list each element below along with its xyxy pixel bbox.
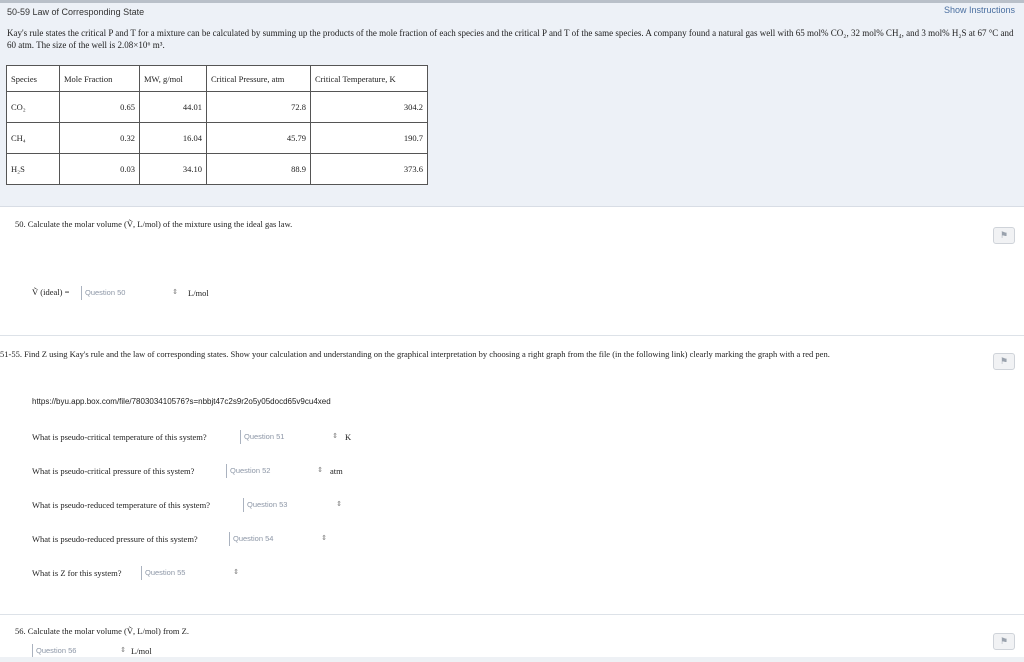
question-51-input[interactable] (240, 430, 340, 444)
section-divider (0, 335, 1024, 336)
table-cell: CH₄ (7, 123, 60, 154)
flag-icon[interactable]: ⚑ (993, 227, 1015, 244)
question-50-input[interactable] (81, 286, 180, 300)
question-52-input[interactable] (226, 464, 325, 478)
table-cell: 0.65 (60, 92, 140, 123)
question-51-55-prompt: 51-55. Find Z using Kay's rule and the law of corresponding states. Show your calculation and understanding on the graphical interpretation by choosing a right graph from the file (in the following link) clearly marking the graph with a red pen. (0, 349, 830, 359)
question-55-label: What is Z for this system? (32, 568, 122, 578)
question-54-input[interactable] (229, 532, 329, 546)
table-row (7, 123, 428, 154)
table-cell: 190.7 (311, 123, 428, 154)
table-cell: 45.79 (207, 123, 311, 154)
question-50-placeholder: Question 50 (85, 288, 126, 297)
problem-description: Kay's rule states the critical P and T for a mixture can be calculated by summing up the products of the mole fraction of each species and the critical P and T of the same species. A company found a natural gas well with 65 mol% CO₂, 32 mol% CH₄, and 3 mol% H₂S at 67 °C and 60 atm. The size of the well is 2.08×10⁶ m³. (7, 28, 1014, 50)
question-53-label: What is pseudo-reduced temperature of this system? (32, 500, 210, 510)
spinner-icon[interactable]: ⇕ (332, 433, 338, 440)
question-51-label: What is pseudo-critical temperature of this system? (32, 432, 207, 442)
question-52-label: What is pseudo-critical pressure of this system? (32, 466, 195, 476)
table-cell: 34.10 (140, 154, 207, 185)
flag-icon[interactable]: ⚑ (993, 633, 1015, 650)
column-header: Critical Pressure, atm (207, 66, 311, 92)
question-54-label: What is pseudo-reduced pressure of this system? (32, 534, 198, 544)
question-55-placeholder: Question 55 (145, 568, 186, 577)
table-cell: CO₂ (7, 92, 60, 123)
table-cell: 304.2 (311, 92, 428, 123)
question-50-prompt: 50. Calculate the molar volume (Ṽ, L/mol) of the mixture using the ideal gas law. (15, 219, 293, 229)
question-56-prompt: 56. Calculate the molar volume (Ṽ, L/mol) from Z. (15, 626, 189, 636)
spinner-icon[interactable]: ⇕ (317, 467, 323, 474)
table-cell: 72.8 (207, 92, 311, 123)
table-row (7, 154, 428, 185)
question-56-input[interactable] (32, 644, 128, 658)
spinner-icon[interactable]: ⇕ (120, 647, 126, 654)
question-54-placeholder: Question 54 (233, 534, 274, 543)
table-cell: 44.01 (140, 92, 207, 123)
question-51-placeholder: Question 51 (244, 432, 285, 441)
section-divider (0, 614, 1024, 615)
column-header: Critical Temperature, K (311, 66, 428, 92)
question-53-input[interactable] (243, 498, 344, 512)
graph-file-link[interactable]: https://byu.app.box.com/file/780303410576?s=nbbjt47c2s9r2o5y05docd65v9cu4xed (32, 397, 331, 406)
column-header: MW, g/mol (140, 66, 207, 92)
question-50-unit: L/mol (188, 288, 209, 298)
table-row (7, 92, 428, 123)
question-52-unit: atm (330, 466, 343, 476)
column-header: Mole Fraction (60, 66, 140, 92)
bottom-bar (0, 657, 1024, 662)
question-52-placeholder: Question 52 (230, 466, 271, 475)
species-table (6, 65, 428, 185)
question-50-label: Ṽ (ideal) = (32, 287, 70, 297)
spinner-icon[interactable]: ⇕ (233, 569, 239, 576)
question-56-placeholder: Question 56 (36, 646, 77, 655)
table-cell: H₂S (7, 154, 60, 185)
spinner-icon[interactable]: ⇕ (336, 501, 342, 508)
flag-icon[interactable]: ⚑ (993, 353, 1015, 370)
instructions-panel (0, 3, 1024, 207)
question-53-placeholder: Question 53 (247, 500, 288, 509)
table-cell: 16.04 (140, 123, 207, 154)
table-cell: 0.32 (60, 123, 140, 154)
spinner-icon[interactable]: ⇕ (321, 535, 327, 542)
page-title: 50-59 Law of Corresponding State (7, 7, 145, 17)
question-56-unit: L/mol (131, 646, 152, 656)
question-55-input[interactable] (141, 566, 241, 580)
show-instructions-link[interactable]: Show Instructions (943, 5, 1015, 15)
table-cell: 373.6 (311, 154, 428, 185)
question-51-unit: K (345, 432, 352, 442)
table-cell: 88.9 (207, 154, 311, 185)
table-header-row (7, 66, 428, 92)
spinner-icon[interactable]: ⇕ (172, 289, 178, 296)
column-header: Species (7, 66, 60, 92)
table-cell: 0.03 (60, 154, 140, 185)
